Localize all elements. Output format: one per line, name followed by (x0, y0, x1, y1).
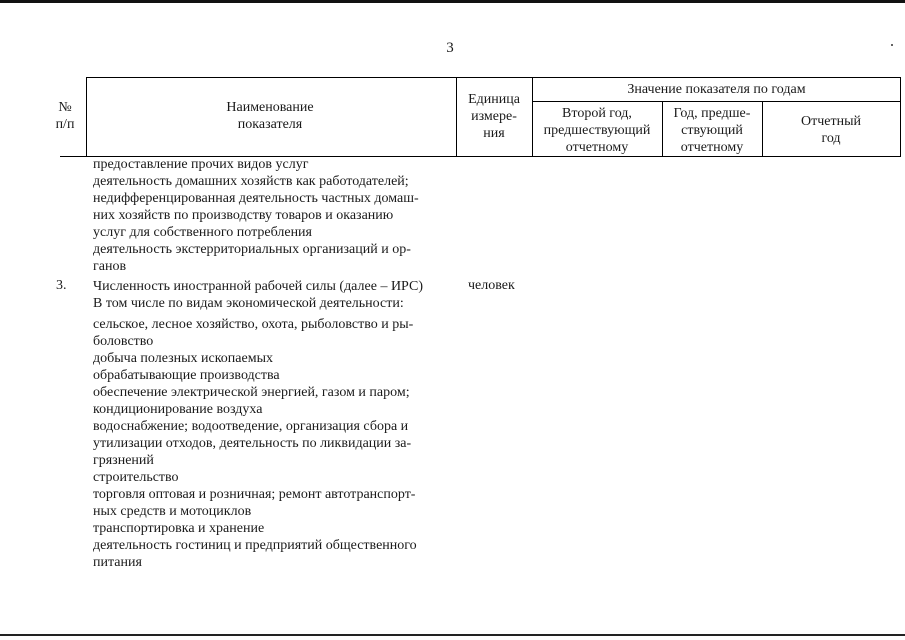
header-values: Значение показателя по годам (627, 82, 806, 97)
continuation-block (93, 156, 419, 275)
activity-line: деятельность гостиниц и предприятий общественного (93, 538, 417, 553)
activity-line: питания (93, 555, 142, 570)
continuation-line: них хозяйств по производству товаров и оказанию (93, 208, 394, 223)
continuation-line: недифференцированная деятельность частных домаш- (93, 191, 419, 206)
row-title: Численность иностранной рабочей силы (далее – ИРС) (93, 279, 424, 294)
continuation-line: ганов (93, 259, 127, 274)
activity-line: утилизации отходов, деятельность по ликвидации за- (93, 436, 412, 451)
scan-speck (891, 44, 893, 46)
continuation-line: деятельность домашних хозяйств как работодателей; (93, 174, 409, 189)
activity-line: ных средств и мотоциклов (93, 504, 252, 519)
header-year-1: Год, предше- ствующий отчетному (673, 106, 751, 155)
activity-line: боловство (93, 334, 154, 349)
row-unit: человек (468, 278, 515, 293)
header-unit: Единица измере- ния (468, 92, 520, 141)
activity-line: водоснабжение; водоотведение, организация сбора и (93, 419, 409, 434)
row-title-block (93, 278, 423, 312)
page-number: 3 (446, 40, 454, 56)
row-subtitle: В том числе по видам экономической деятельности: (93, 296, 404, 311)
activity-line: обеспечение электрической энергией, газом и паром; (93, 385, 410, 400)
header-number: № п/п (55, 100, 75, 132)
activity-list (93, 316, 417, 571)
scan-edge-bottom (0, 634, 905, 636)
activity-line: сельское, лесное хозяйство, охота, рыболовство и ры- (93, 317, 414, 332)
activity-line: строительство (93, 470, 179, 485)
continuation-line: деятельность экстерриториальных организаций и ор- (93, 242, 411, 257)
activity-line: обрабатывающие производства (93, 368, 280, 383)
activity-line: добыча полезных ископаемых (93, 351, 273, 366)
activity-line: кондиционирование воздуха (93, 402, 263, 417)
continuation-line: услуг для собственного потребления (93, 225, 312, 240)
continuation-line: предоставление прочих видов услуг (93, 157, 309, 172)
header-year-2: Второй год, предшествующий отчетному (543, 106, 651, 155)
header-year-0: Отчетный год (801, 114, 861, 146)
header-name: Наименование показателя (226, 100, 314, 132)
activity-line: грязнений (93, 453, 154, 468)
row-number: 3. (56, 278, 67, 293)
activity-line: транспортировка и хранение (93, 521, 265, 536)
activity-line: торговля оптовая и розничная; ремонт автотранспорт- (93, 487, 416, 502)
scan-edge-top (0, 0, 905, 3)
